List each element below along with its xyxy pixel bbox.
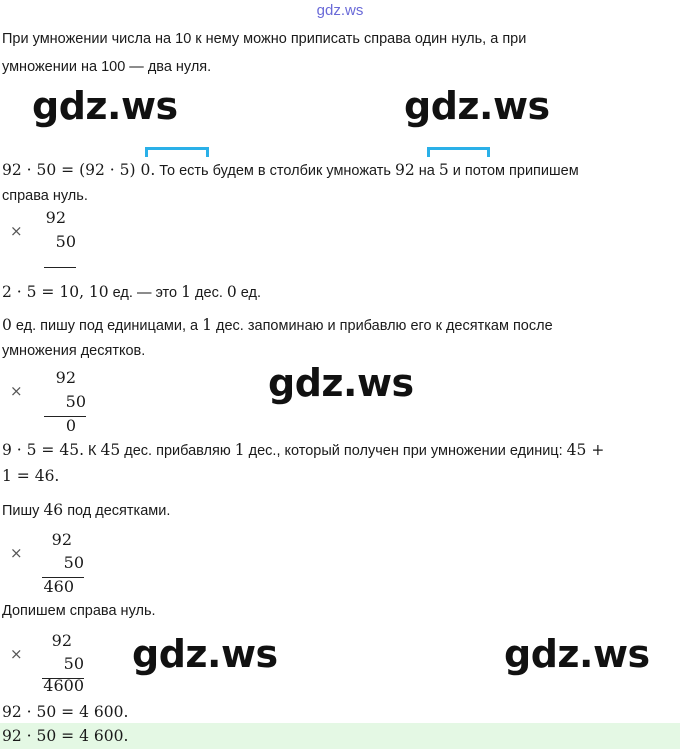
para-units-line-1 xyxy=(2,312,553,339)
para-units-line-2: умножения десятков. xyxy=(2,343,146,359)
step2-result: 0 xyxy=(65,416,76,435)
tens-line-1 xyxy=(2,437,604,464)
para-m1: 0 xyxy=(2,316,12,334)
tens-line-2: 1 = 46. xyxy=(2,467,60,485)
write46-line xyxy=(2,497,170,524)
step3-multiplier: 50 xyxy=(63,553,84,572)
step4-multiplier: 50 xyxy=(63,654,84,673)
tens-m1: 9 · 5 = 45. xyxy=(2,441,84,459)
units-m2: 1 xyxy=(181,283,192,301)
step1-multiplicand: 92 xyxy=(45,208,66,227)
times-sign-1: × xyxy=(10,222,23,240)
times-sign-4: × xyxy=(10,645,23,663)
tens-t2: дес. прибавляю xyxy=(120,443,235,459)
append-zero-line: Допишем справа нуль. xyxy=(2,603,156,619)
times-sign-2: × xyxy=(10,382,23,400)
step3-result: 460 xyxy=(43,577,74,596)
explain-line-1 xyxy=(2,157,579,184)
watermark-1: gdz.ws xyxy=(32,84,178,128)
write46-t1: Пишу xyxy=(2,503,44,519)
para-t1: ед. пишу под единицами, а xyxy=(11,318,203,334)
explain-5: 5 xyxy=(438,161,449,179)
units-m3: 0 xyxy=(226,283,237,301)
watermark-3: gdz.ws xyxy=(268,361,414,405)
tens-m2: 45 xyxy=(100,441,121,459)
tens-t1: К xyxy=(84,443,101,459)
step2-multiplicand: 92 xyxy=(55,368,76,387)
tens-m3: 1 xyxy=(234,441,245,459)
units-text2: дес. xyxy=(191,285,227,301)
step1-rule xyxy=(44,267,76,268)
step4-multiplicand: 92 xyxy=(51,631,72,650)
units-text: ед. — это xyxy=(108,285,182,301)
final-answer-1: 92 · 50 = 4 600. xyxy=(2,703,129,721)
step1-multiplier: 50 xyxy=(55,232,76,251)
units-math: 2 · 5 = 10, 10 xyxy=(2,283,109,301)
highlight-bracket-1 xyxy=(145,147,209,157)
explain-text-b: на xyxy=(414,163,439,179)
highlight-bracket-2 xyxy=(427,147,490,157)
step2-multiplier: 50 xyxy=(65,392,86,411)
write46-m1: 46 xyxy=(43,501,64,519)
units-text3: ед. xyxy=(236,285,262,301)
explain-92: 92 xyxy=(395,161,415,179)
para-m2: 1 xyxy=(202,316,212,334)
explain-formula: 92 · 50 = (92 · 5) 0. xyxy=(2,161,156,179)
intro-line-2: умножении на 100 — два нуля. xyxy=(2,59,212,75)
explain-text-a: То есть будем в столбик умножать xyxy=(155,163,395,179)
tens-t3: дес., который получен при умножении единиц: xyxy=(244,443,567,459)
explain-text-c: и потом припишем xyxy=(448,163,579,179)
units-line xyxy=(2,279,261,306)
final-answer-2: 92 · 50 = 4 600. xyxy=(2,727,129,745)
para-t2: дес. запоминаю и прибавлю его к десяткам после xyxy=(212,318,553,334)
write46-t2: под десятками. xyxy=(63,503,171,519)
site-link[interactable]: gdz.ws xyxy=(316,2,364,19)
tens-m4: 45 + xyxy=(566,441,605,459)
intro-line-1: При умножении числа на 10 к нему можно приписать справа один нуль, а при xyxy=(2,31,527,47)
step3-multiplicand: 92 xyxy=(51,530,72,549)
times-sign-3: × xyxy=(10,544,23,562)
explain-line-2: справа нуль. xyxy=(2,188,88,204)
watermark-5: gdz.ws xyxy=(504,632,650,676)
watermark-4: gdz.ws xyxy=(132,632,278,676)
step4-result: 4600 xyxy=(43,676,84,695)
watermark-2: gdz.ws xyxy=(404,84,550,128)
